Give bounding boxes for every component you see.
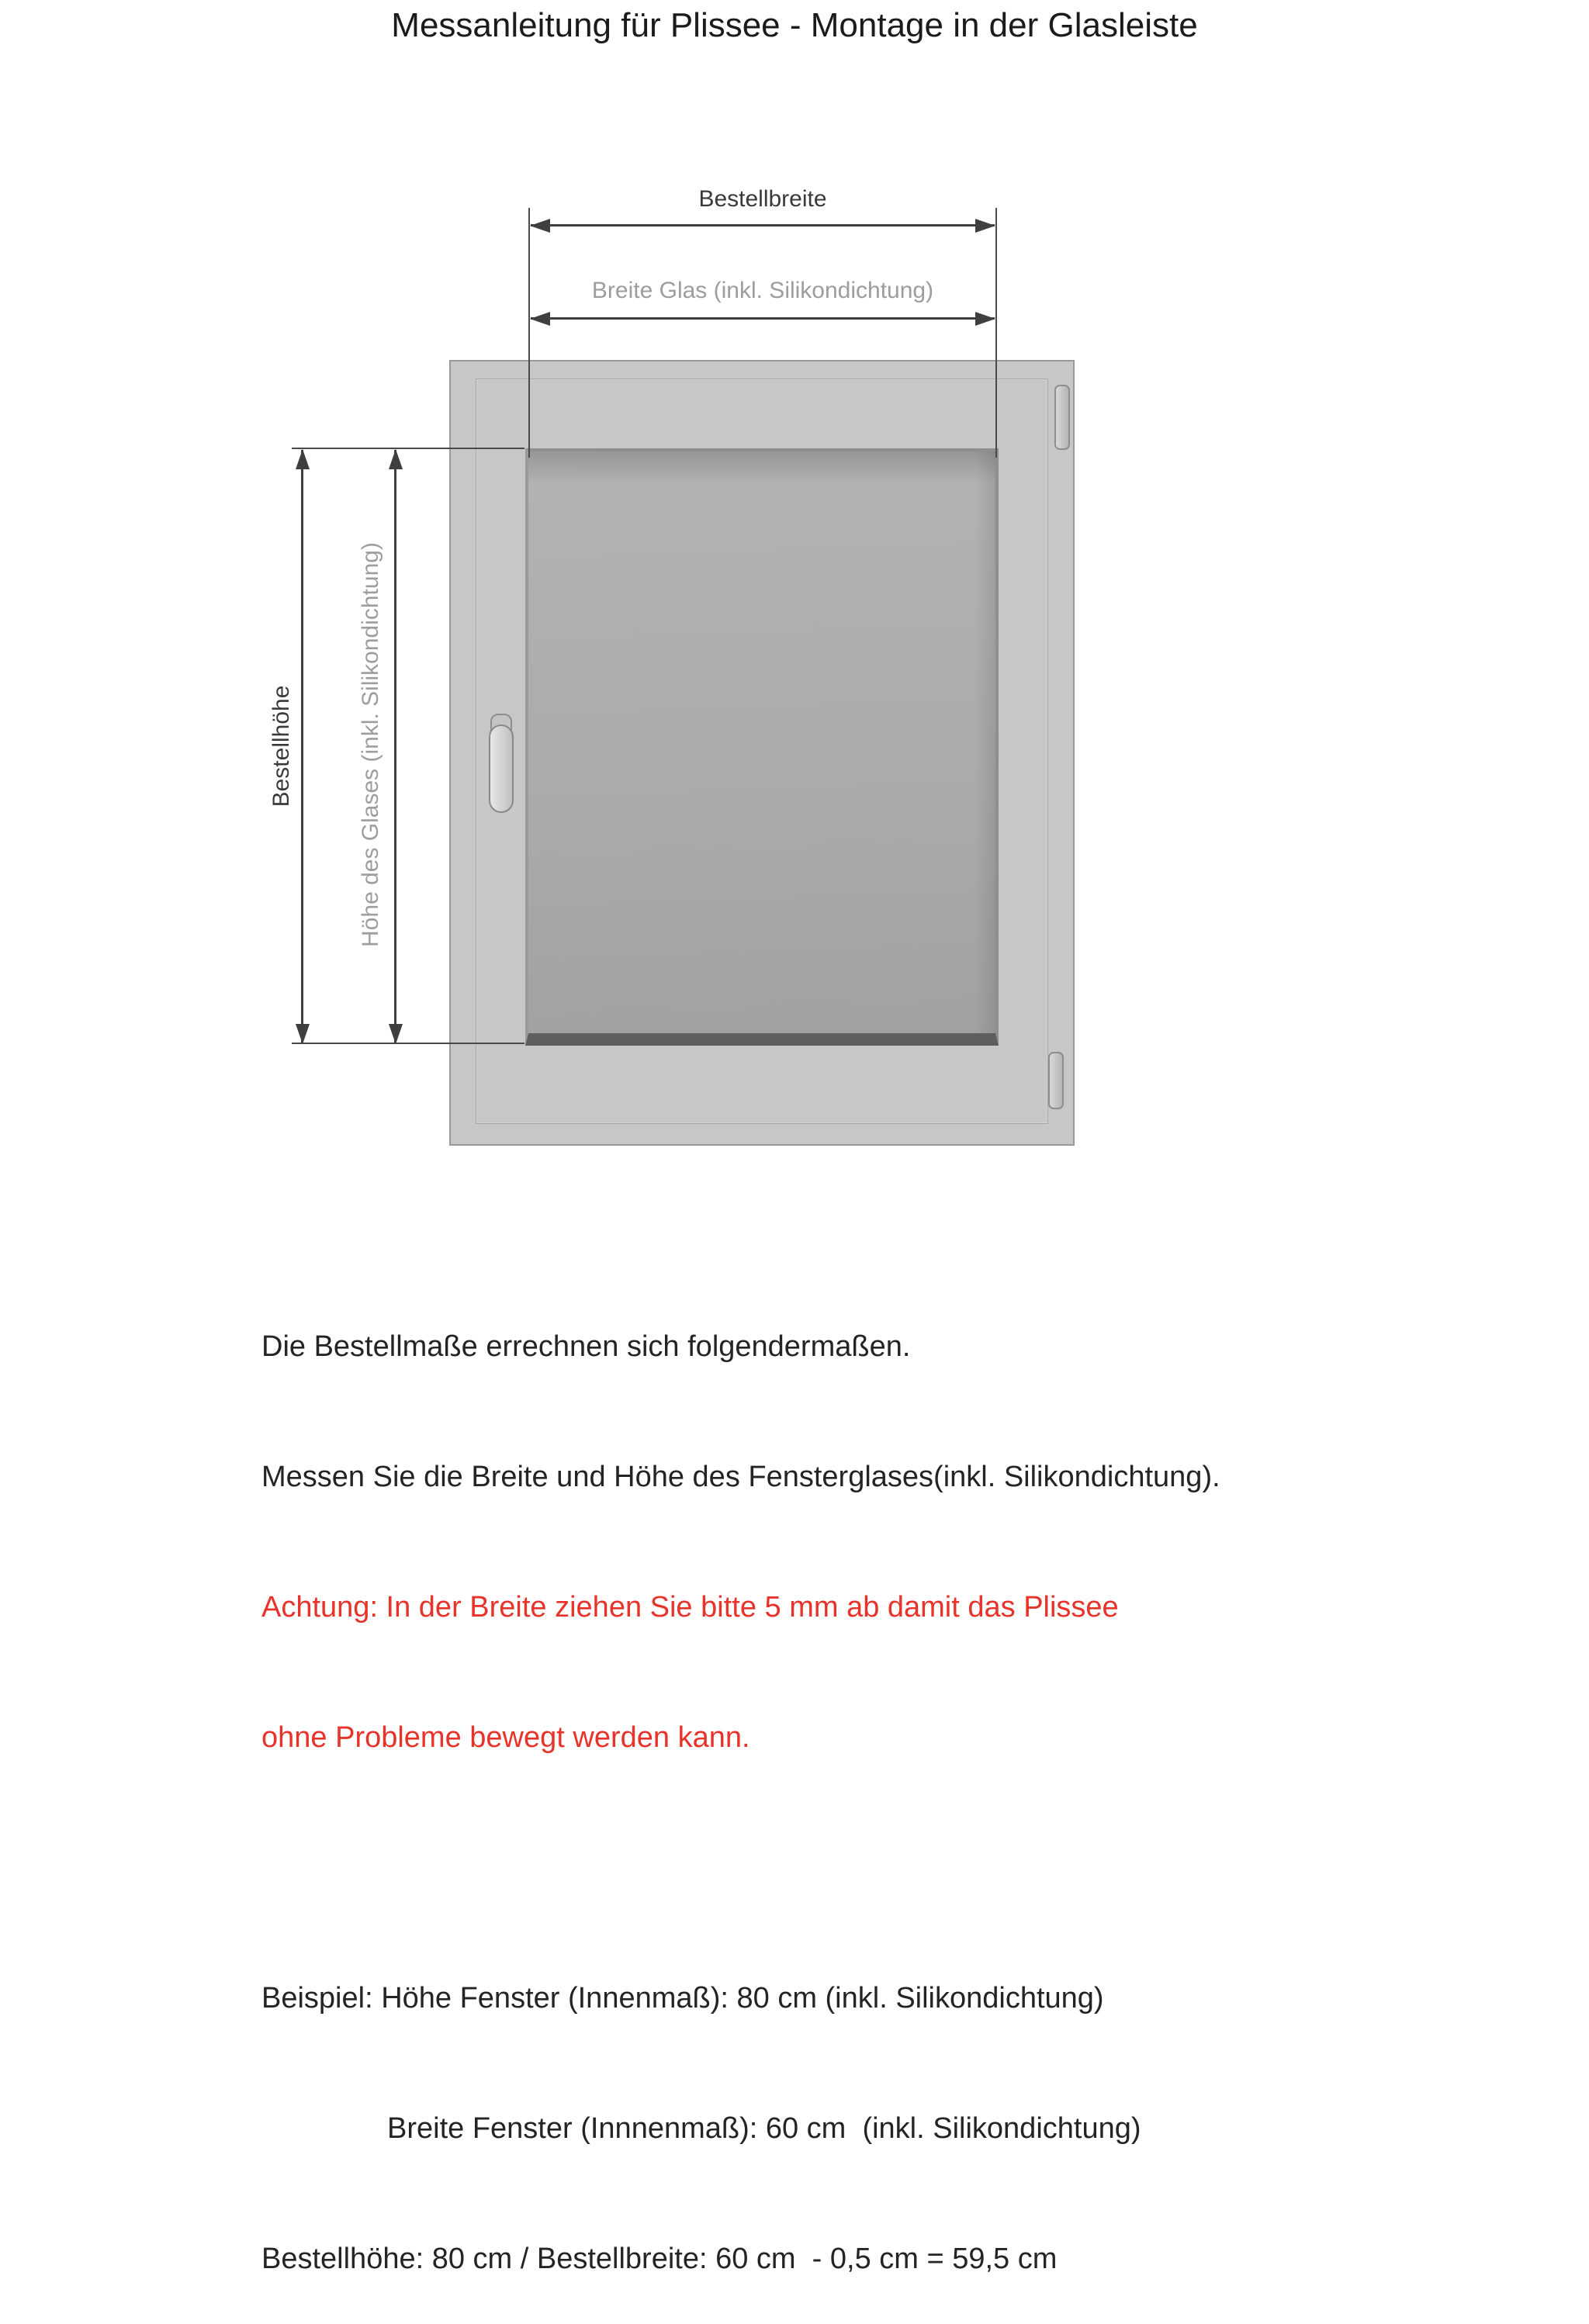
extension-line-right [995, 208, 997, 458]
window-hinge-bottom [1048, 1052, 1064, 1109]
example-line-3: Bestellhöhe: 80 cm / Bestellbreite: 60 cm - 0,5 cm = 59,5 cm [261, 2243, 1058, 2275]
extension-line-bottom [292, 1043, 524, 1044]
warning-line-2: ohne Probleme bewegt werden kann. [261, 1721, 750, 1754]
instruction-text-block [261, 1238, 1518, 2324]
dimension-arrow-order-height [301, 450, 303, 1043]
warning-line-1: Achtung: In der Breite ziehen Sie bitte 5 mm ab damit das Plissee [261, 1591, 1119, 1624]
dimension-label-order-height: Bestellhöhe [268, 685, 294, 808]
window-hinge-top [1054, 385, 1070, 450]
dimension-label-order-width: Bestellbreite [698, 186, 827, 212]
text-spacer [261, 1846, 1518, 1890]
dimension-label-glass-width: Breite Glas (inkl. Silikondichtung) [591, 278, 934, 303]
dimension-arrow-glass-width [531, 317, 995, 320]
example-line-1: Beispiel: Höhe Fenster (Innenmaß): 80 cm (inkl. Silikondichtung) [261, 1982, 1104, 2014]
example-line-2: Breite Fenster (Innnenmaß): 60 cm (inkl. Silikondichtung) [387, 2112, 1141, 2145]
page-title: Messanleitung für Plissee - Montage in der Glasleiste [391, 6, 1198, 44]
window-handle-lever [489, 725, 514, 813]
extension-line-top [292, 448, 524, 449]
window-illustration [449, 360, 1075, 1146]
instruction-line-2: Messen Sie die Breite und Höhe des Fensterglases(inkl. Silikondichtung). [261, 1461, 1220, 1493]
dimension-label-glass-height: Höhe des Glases (inkl. Silikondichtung) [358, 542, 383, 947]
extension-line-left [528, 208, 530, 458]
window-glass [525, 448, 999, 1046]
instruction-line-1: Die Bestellmaße errechnen sich folgendermaßen. [261, 1330, 911, 1363]
dimension-arrow-glass-height [394, 450, 396, 1043]
dimension-arrow-order-width [531, 224, 995, 227]
window-handle [485, 712, 519, 816]
